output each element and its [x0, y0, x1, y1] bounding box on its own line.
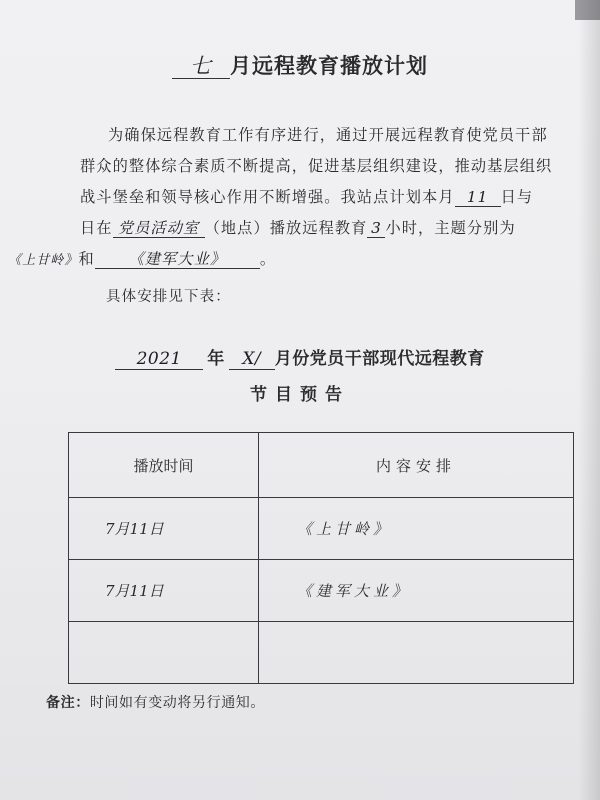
header-broadcast-time: 播放时间	[69, 433, 259, 498]
program-year-label: 年	[207, 349, 225, 369]
header-content: 内容安排	[259, 433, 574, 498]
intro-line-4	[80, 213, 580, 244]
intro-line-3-text: 战斗堡垒和领导核心作用不断增强。我站点计划本月	[80, 188, 455, 206]
location-handwritten: 党员活动室	[113, 220, 205, 238]
row-3-time	[69, 622, 259, 684]
table-header-row	[69, 433, 574, 498]
intro-and: 和	[78, 250, 95, 268]
intro-line-4-start: 日在	[80, 219, 113, 237]
row-1-time: 7月11日	[69, 498, 259, 560]
table-row	[69, 622, 574, 684]
theme-2-handwritten: 《建军大业》	[95, 251, 260, 269]
note-label: 备注：	[46, 695, 90, 711]
intro-line-5-end: 。	[259, 250, 277, 268]
theme-1-handwritten: 《上甘岭》	[8, 253, 79, 268]
program-subtitle-2: 节目预告	[250, 385, 350, 405]
intro-line-4-mid: （地点）播放远程教育	[204, 219, 368, 237]
title-month-handwritten: 七	[172, 55, 230, 79]
title-text: 月远程教育播放计划	[230, 54, 428, 78]
program-month-handwritten: X/	[229, 350, 275, 370]
table-row	[69, 498, 574, 560]
day-handwritten: 11	[455, 189, 501, 207]
schedule-table	[68, 432, 574, 684]
row-1-content: 《上甘岭》	[259, 498, 574, 560]
program-subtitle	[0, 344, 600, 370]
binder-edge	[575, 0, 600, 20]
note-text: 时间如有变动将另行通知。	[89, 695, 266, 711]
row-2-content: 《建军大业》	[259, 560, 574, 622]
intro-line-2: 群众的整体综合素质不断提高，促进基层组织建设，推动基层组织	[80, 157, 553, 175]
page-title	[0, 50, 600, 80]
program-subtitle-text: 月份党员干部现代远程教育	[274, 349, 485, 369]
footnote	[46, 692, 265, 712]
row-3-content	[259, 622, 574, 684]
hours-handwritten: 3	[367, 220, 385, 238]
intro-line-6: 具体安排见下表：	[106, 289, 231, 305]
row-2-time: 7月11日	[69, 560, 259, 622]
intro-line-1: 为确保远程教育工作有序进行，通过开展远程教育使党员干部	[108, 126, 548, 144]
intro-line-4-end: 小时，主题分别为	[385, 219, 516, 237]
intro-line-3	[80, 182, 580, 213]
table-row	[69, 560, 574, 622]
intro-line-5	[8, 244, 508, 276]
intro-line-3-end: 日与	[500, 188, 534, 206]
program-year-handwritten: 2021	[115, 350, 203, 370]
